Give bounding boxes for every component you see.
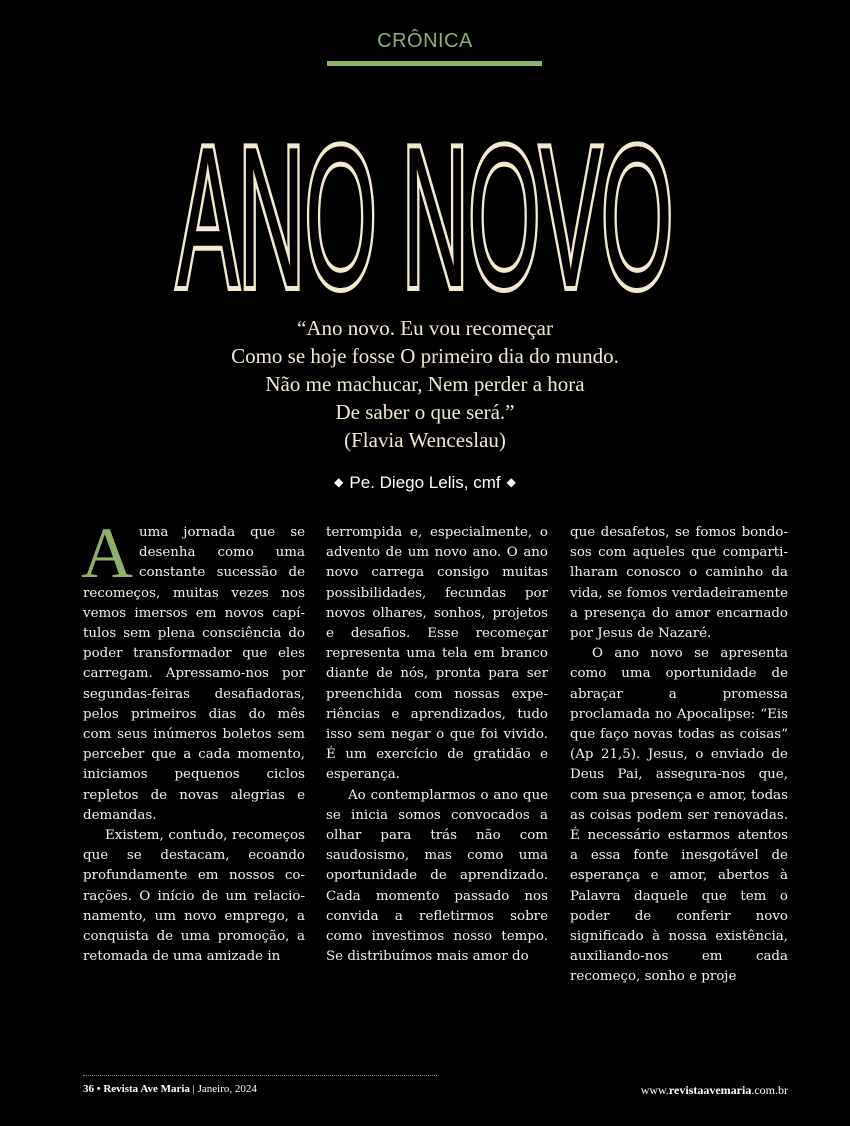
article-paragraph: que desafetos, se fomos bondosos com aqueles que compartilharam conosco o caminho da vida, se fomos verdadeiramente a presença do amor encarnado por Jesus de Nazaré. bbox=[570, 525, 788, 642]
section-rule bbox=[327, 61, 542, 66]
page-number: 36 bbox=[83, 1083, 94, 1095]
footer-folio bbox=[83, 1083, 257, 1095]
magazine-name: Revista Ave Maria bbox=[103, 1083, 190, 1095]
url-brand: revistaavemaria bbox=[668, 1083, 752, 1097]
website-url[interactable] bbox=[641, 1083, 788, 1098]
article-paragraph bbox=[81, 513, 305, 826]
epigraph-line: Não me machucar, Nem perder a hora bbox=[265, 372, 585, 396]
folio-separator: • bbox=[96, 1083, 101, 1095]
footer-dotted-rule bbox=[83, 1075, 437, 1076]
epigraph-attribution: (Flavia Wenceslau) bbox=[344, 428, 506, 452]
url-prefix: www. bbox=[640, 1083, 669, 1097]
epigraph-line: Como se hoje fosse O primeiro dia do mundo. bbox=[231, 344, 619, 368]
drop-cap: A bbox=[81, 513, 133, 593]
epigraph-line: “Ano novo. Eu vou recomeçar bbox=[297, 316, 553, 340]
article-column-2 bbox=[326, 523, 548, 967]
page-title: ANO NOVO bbox=[177, 106, 673, 304]
diamond-ornament-right: ◆ bbox=[506, 475, 516, 489]
article-column-1 bbox=[81, 513, 305, 967]
epigraph-line: De saber o que será.” bbox=[335, 400, 515, 424]
issue-date: Janeiro, 2024 bbox=[197, 1083, 257, 1095]
article-paragraph: Existem, contudo, recomeços que se destacam, ecoando profundamente em nossos corações. O início de um relacionamento, um novo emprego, a conquista de uma promoção, a retomada de uma amizade in bbox=[83, 828, 305, 965]
author-byline bbox=[0, 473, 850, 493]
section-label: CRÔNICA bbox=[377, 30, 473, 52]
article-column-3 bbox=[570, 523, 788, 988]
diamond-ornament-left: ◆ bbox=[334, 475, 344, 489]
paragraph-text: uma jornada que se desenha como uma constante sucessão de recomeços, muitas vezes nos vemos imersos em novos capítulos sem plena consciência do poder transformador que eles carregam. Apressamo-nos por segundas-feiras desafiadoras, pelos primeiros dias do mês com seus inúmeros boletos sem perceber que a cada momento, iniciamos pequenos ciclos repletos de novas alegrias e demandas. bbox=[83, 525, 305, 823]
article-paragraph: Ao contemplarmos o ano que se inicia somos convocados a olhar para trás não com saudosismo, mas como uma oportunidade de aprendizado. Cada momento passado nos convida a refletirmos sobre como investimos nosso tempo. Se distribuímos mais amor do bbox=[326, 787, 548, 965]
folio-divider: | bbox=[192, 1083, 195, 1095]
article-paragraph: terrompida e, especialmente, o advento de um novo ano. O ano novo carrega consigo muitas possibilidades, fecundas por novos olhares, sonhos, projetos e desafios. Esse recomeçar representa uma tela em branco diante de nós, pronta para ser preenchida com nossas experiências e aprendizados, tudo isso sem negar o que foi vivido. É um exercício de gratidão e esperança. bbox=[326, 525, 548, 783]
author-name: Pe. Diego Lelis, cmf bbox=[349, 473, 501, 492]
title-graphic bbox=[0, 84, 850, 304]
url-suffix: .com.br bbox=[751, 1083, 788, 1097]
epigraph-quote bbox=[0, 314, 850, 454]
article-paragraph: O ano novo se apresenta como uma oportunidade de abraçar a promessa proclamada no Apocalipse: “Eis que faço novas todas as coisas” (Ap 21,5). Jesus, o enviado de Deus Pai, assegura-nos que, com sua presença e amor, todas as coisas podem ser renovadas. É necessário estarmos atentos a essa fonte inesgotável de esperança e amor, abertos à Palavra daquele que tem o poder de conferir novo significado à nossa existência, auxiliando-nos em cada recomeço, sonho e proje bbox=[570, 646, 788, 985]
